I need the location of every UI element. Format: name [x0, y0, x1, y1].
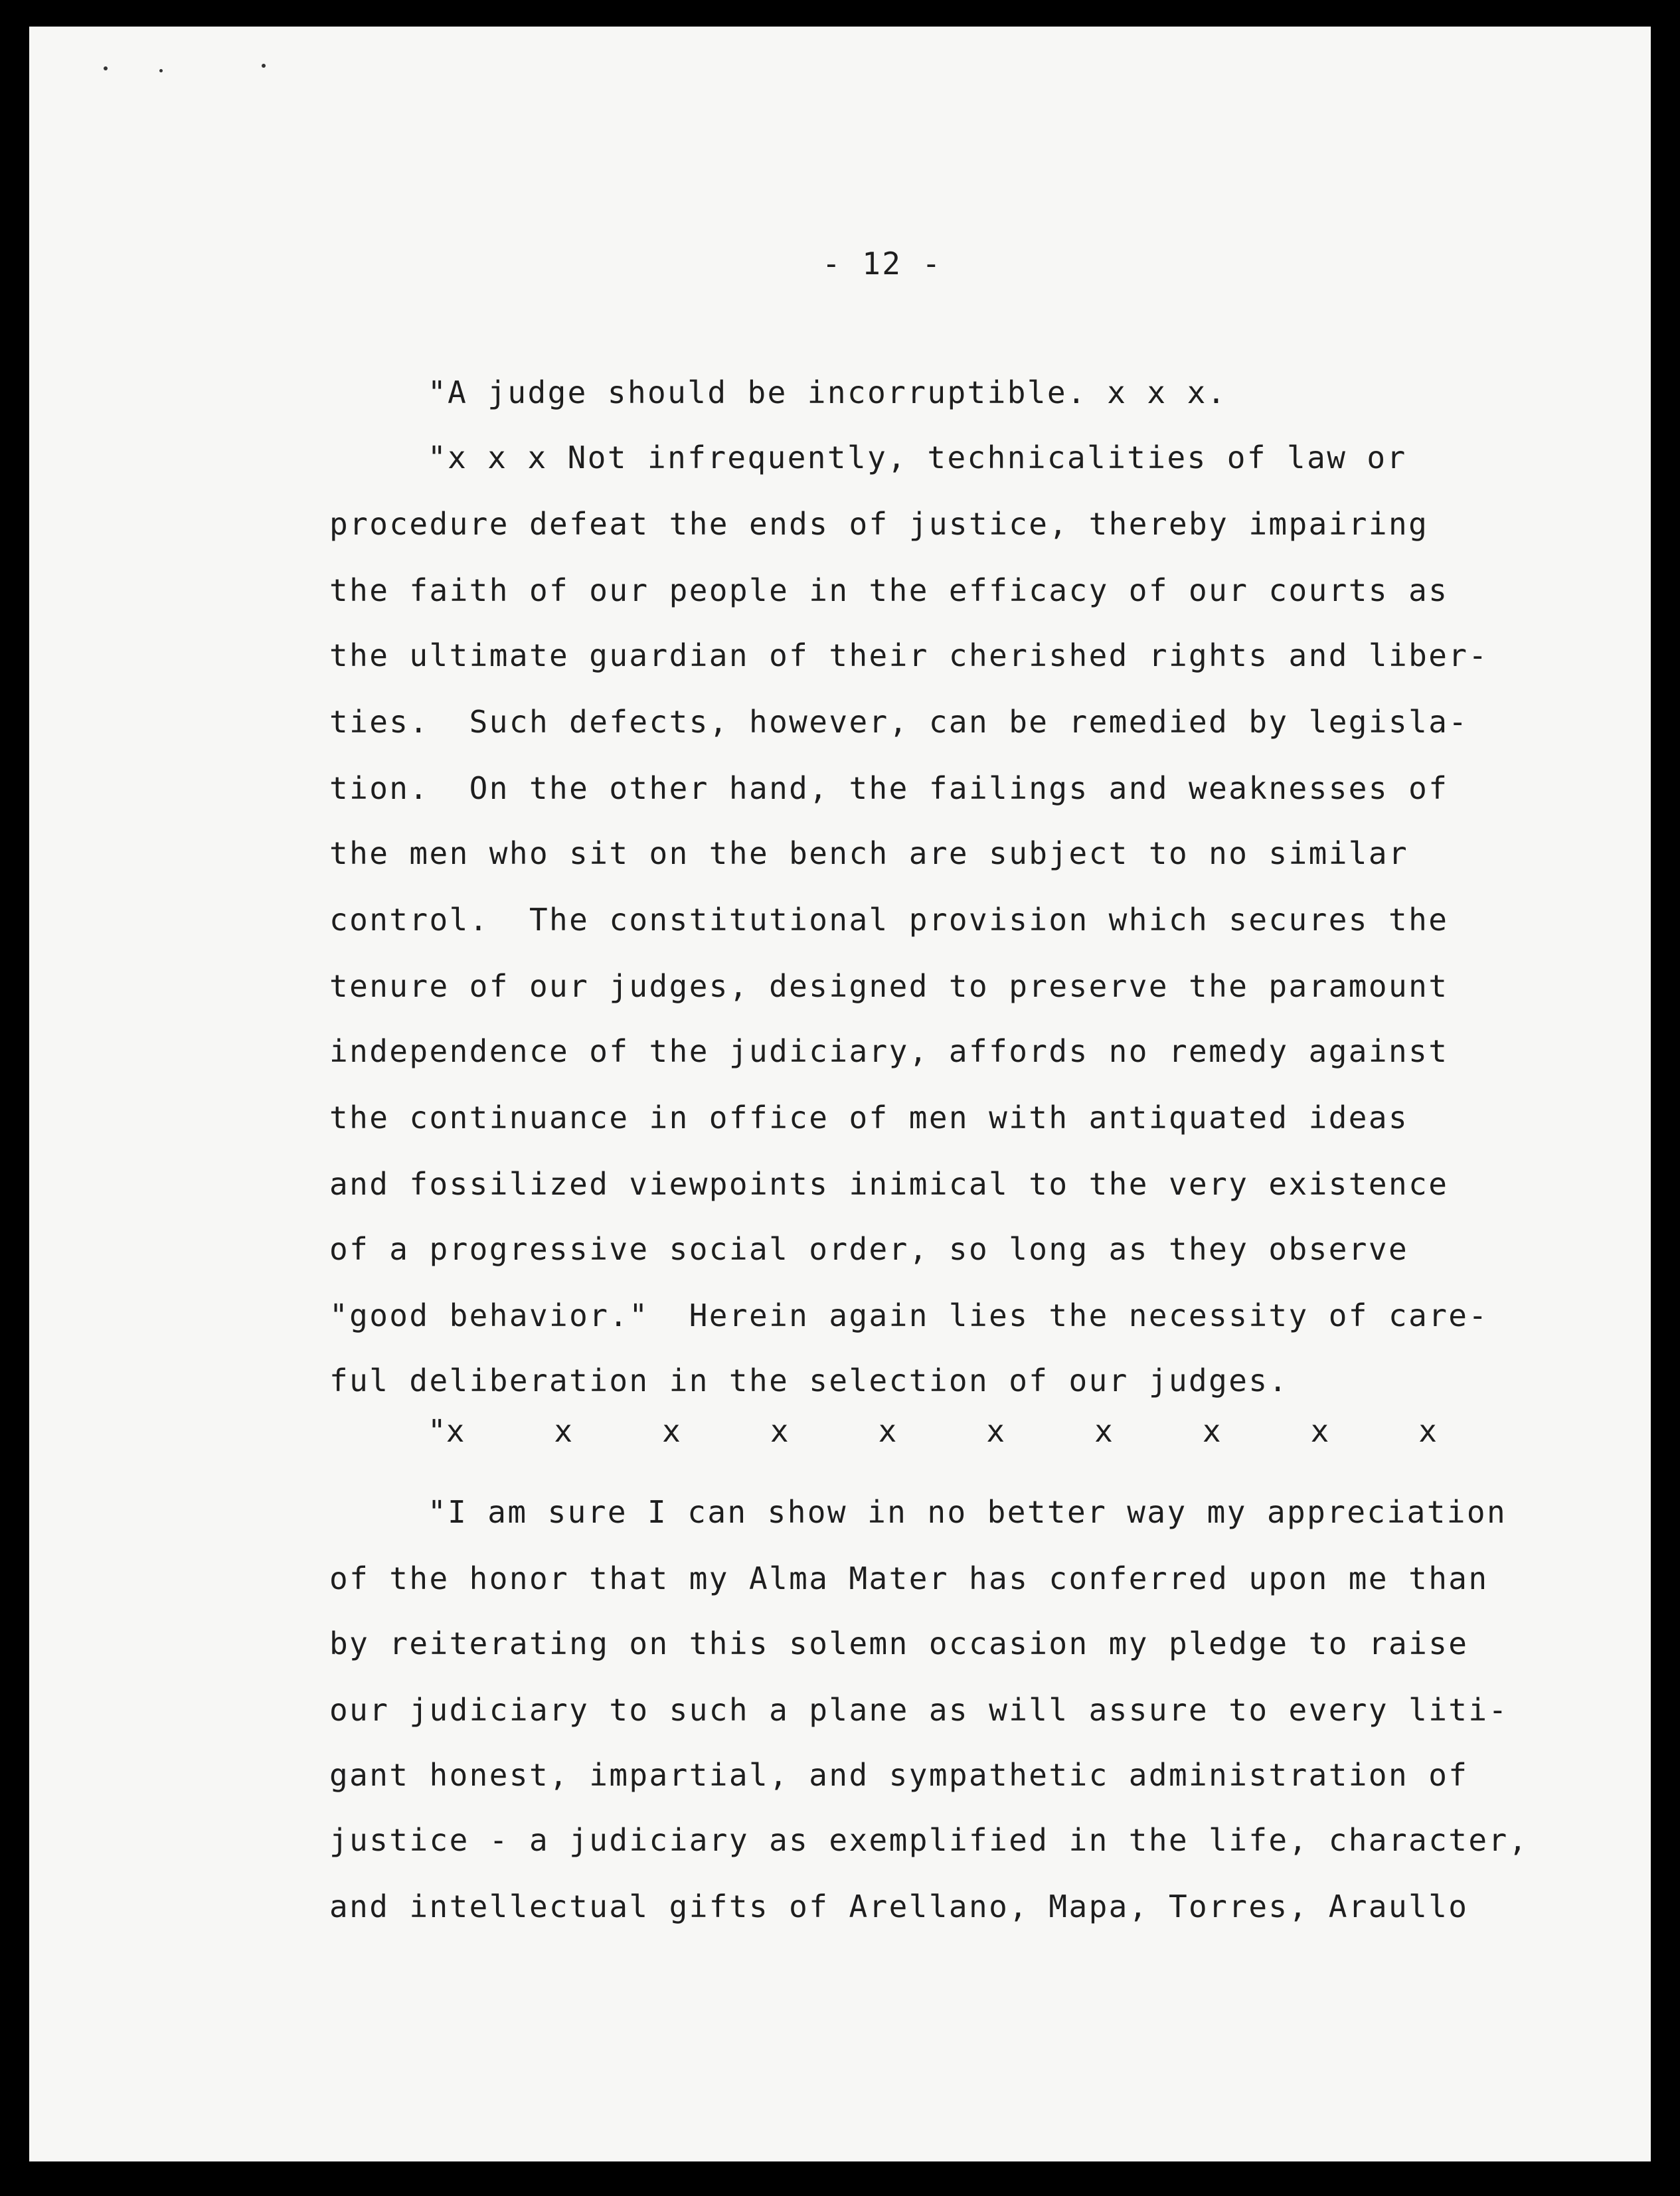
paragraph-line: of a progressive social order, so long as they observe [329, 1231, 1409, 1267]
scan-speck [159, 69, 163, 72]
ellipsis-mark: "x [428, 1413, 465, 1449]
paragraph-line: independence of the judiciary, affords no remedy against [329, 1033, 1449, 1069]
paragraph-line: of the honor that my Alma Mater has conferred upon me than [329, 1561, 1489, 1596]
quote-line: "A judge should be incorruptible. x x x. [428, 375, 1227, 410]
page-number: - 12 - [822, 246, 942, 282]
ellipsis-mark: x [1202, 1413, 1221, 1449]
paragraph-line: "good behavior." Herein again lies the necessity of care- [329, 1298, 1489, 1333]
paragraph-line: and fossilized viewpoints inimical to the very existence [329, 1166, 1449, 1202]
scan-speck [104, 66, 108, 70]
paragraph-line: control. The constitutional provision which secures the [329, 902, 1449, 938]
paragraph-line: by reiterating on this solemn occasion my pledge to raise [329, 1626, 1469, 1661]
paragraph-line: and intellectual gifts of Arellano, Mapa, Torres, Araullo [329, 1889, 1469, 1924]
ellipsis-row [428, 1413, 1437, 1453]
paragraph-line: gant honest, impartial, and sympathetic administration of [329, 1757, 1469, 1793]
ellipsis-mark: x [662, 1413, 681, 1449]
paragraph-line: ties. Such defects, however, can be remedied by legisla- [329, 704, 1469, 740]
ellipsis-mark: x [878, 1413, 897, 1449]
ellipsis-mark: x [1094, 1413, 1113, 1449]
ellipsis-mark: x [986, 1413, 1005, 1449]
paragraph-line: ful deliberation in the selection of our judges. [329, 1363, 1289, 1398]
document-page [29, 27, 1651, 2161]
paragraph-line: justice - a judiciary as exemplified in the life, character, [329, 1822, 1529, 1858]
ellipsis-mark: x [1310, 1413, 1329, 1449]
paragraph-line: the ultimate guardian of their cherished rights and liber- [329, 637, 1489, 673]
paragraph-line: "x x x Not infrequently, technicalities of law or [428, 440, 1407, 475]
ellipsis-mark: x [1418, 1413, 1437, 1449]
paragraph-line: the men who sit on the bench are subject to no similar [329, 835, 1409, 871]
paragraph-line: the faith of our people in the efficacy of our courts as [329, 572, 1449, 608]
paragraph-line: tion. On the other hand, the failings and weaknesses of [329, 770, 1449, 806]
paragraph-line: tenure of our judges, designed to preserve the paramount [329, 968, 1449, 1004]
ellipsis-mark: x [554, 1413, 573, 1449]
ellipsis-mark: x [770, 1413, 789, 1449]
paragraph-line: "I am sure I can show in no better way my appreciation [428, 1494, 1507, 1530]
paragraph-line: procedure defeat the ends of justice, thereby impairing [329, 506, 1429, 542]
paragraph-line: our judiciary to such a plane as will assure to every liti- [329, 1692, 1509, 1728]
scan-speck [262, 64, 266, 68]
paragraph-line: the continuance in office of men with antiquated ideas [329, 1100, 1409, 1136]
